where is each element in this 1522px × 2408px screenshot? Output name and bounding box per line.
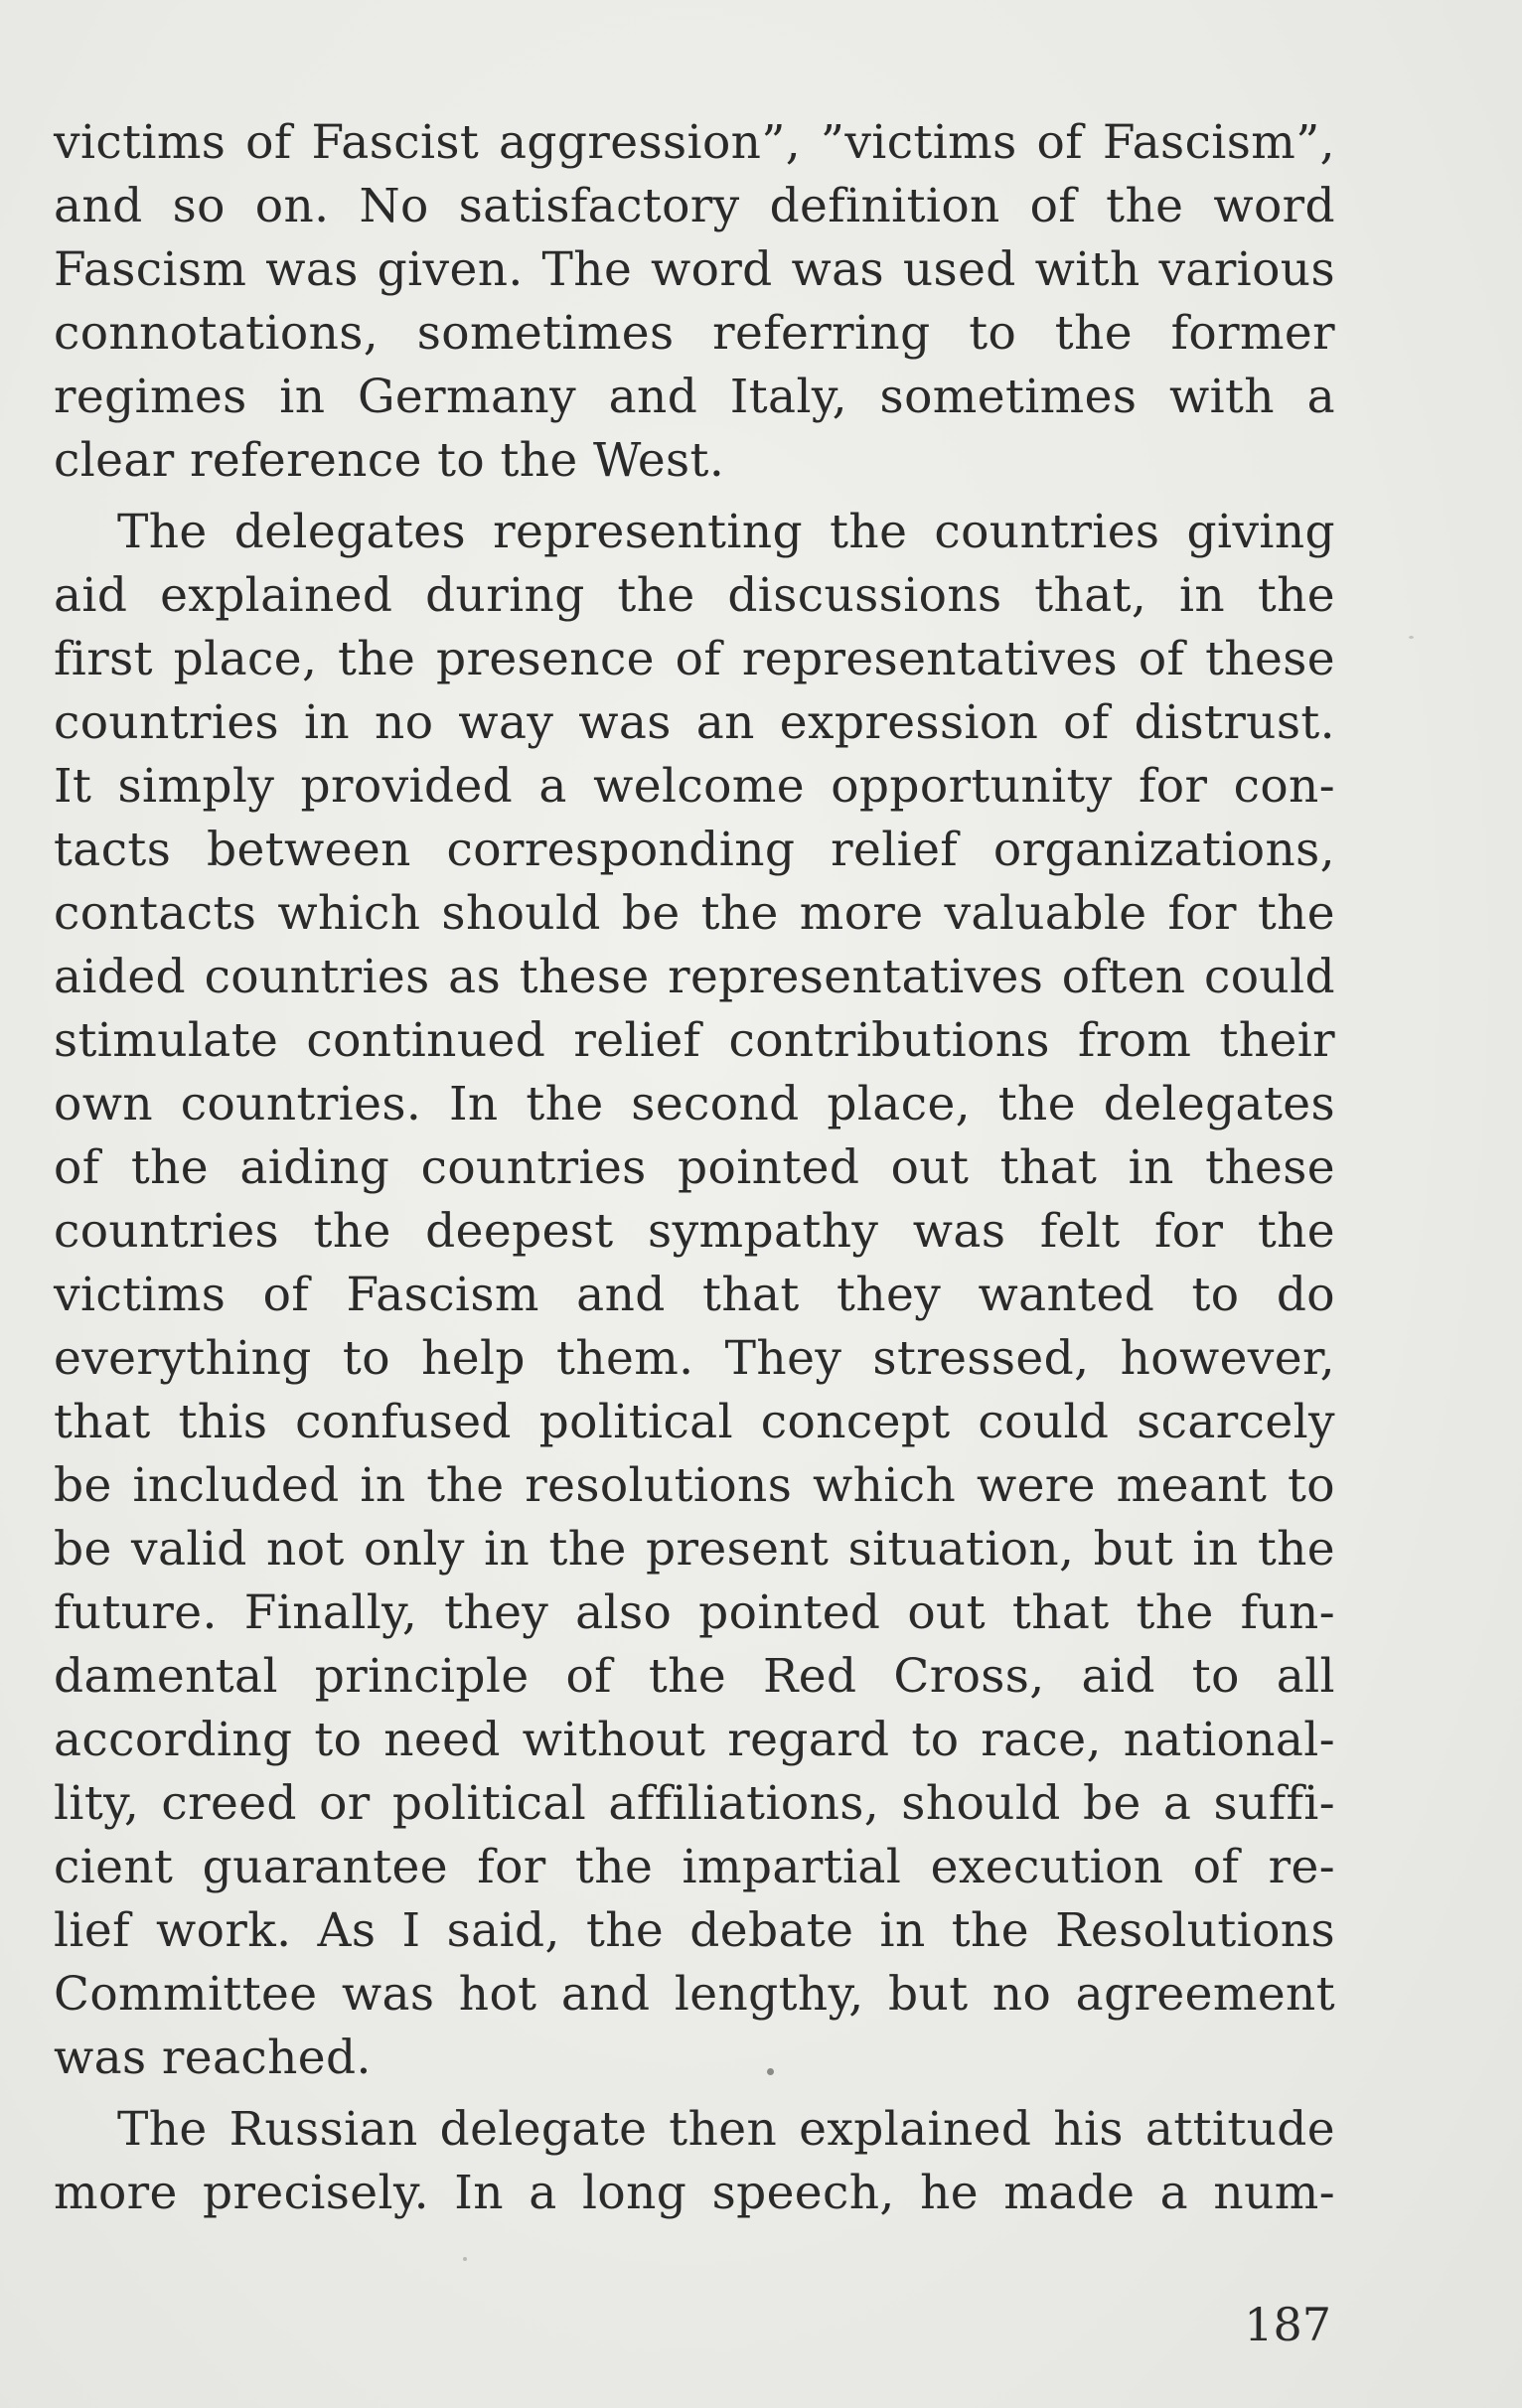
paragraph-gap [54, 2090, 1335, 2098]
text-line: victims of Fascist aggression”, ”victims of Fascism”, [54, 115, 1335, 170]
text-line: lity, creed or political affiliations, should be a suffi- [54, 1776, 1335, 1831]
text-line: everything to help them. They stressed, however, [54, 1331, 1335, 1386]
paper-speck [463, 2257, 467, 2261]
text-line: be valid not only in the present situation, but in the [54, 1522, 1335, 1577]
text-line: It simply provided a welcome opportunity for con- [54, 759, 1335, 814]
text-line: more precisely. In a long speech, he made a num- [54, 2166, 1335, 2220]
text-line: aided countries as these representatives often could [54, 950, 1335, 1004]
text-line: regimes in Germany and Italy, sometimes with a [54, 370, 1335, 424]
text-line: stimulate continued relief contributions from their [54, 1013, 1335, 1068]
text-line: damental principle of the Red Cross, aid to all [54, 1649, 1335, 1704]
text-line: contacts which should be the more valuable for the [54, 886, 1335, 941]
text-line: tacts between corresponding relief organizations, [54, 823, 1335, 877]
text-line: cient guarantee for the impartial execution of re- [54, 1840, 1335, 1894]
text-line: first place, the presence of representatives of these [54, 632, 1335, 686]
text-line: lief work. As I said, the debate in the Resolutions [54, 1903, 1335, 1958]
paper-speck [1409, 636, 1414, 639]
paragraph [54, 111, 1335, 493]
paragraph-gap [54, 493, 1335, 501]
text-line: that this confused political concept could scarcely [54, 1395, 1335, 1449]
text-line: connotations, sometimes referring to the former [54, 306, 1335, 361]
text-line: countries in no way was an expression of distrust. [54, 695, 1335, 750]
text-line: clear reference to the West. [54, 433, 725, 488]
text-line: own countries. In the second place, the delegates [54, 1077, 1335, 1131]
paragraph [54, 2098, 1335, 2225]
paper-speck [767, 2068, 774, 2075]
text-line: Fascism was given. The word was used with various [54, 242, 1335, 297]
text-line: and so on. No satisfactory definition of the word [54, 179, 1335, 233]
text-line: aid explained during the discussions that, in the [54, 568, 1335, 623]
text-line: be included in the resolutions which were meant to [54, 1458, 1335, 1513]
text-line: victims of Fascism and that they wanted to do [54, 1268, 1335, 1322]
text-line: countries the deepest sympathy was felt for the [54, 1204, 1335, 1259]
text-line: according to need without regard to race, national- [54, 1713, 1335, 1767]
text-line: Committee was hot and lengthy, but no agreement [54, 1967, 1335, 2022]
text-line: future. Finally, they also pointed out that the fun- [54, 1585, 1335, 1640]
body-text [54, 111, 1335, 2225]
text-line: of the aiding countries pointed out that in these [54, 1140, 1335, 1195]
text-line: The delegates representing the countries giving [117, 505, 1335, 559]
text-line: was reached. [54, 2031, 372, 2085]
page-number: 187 [1244, 2298, 1331, 2351]
paragraph [54, 501, 1335, 2090]
text-line: The Russian delegate then explained his attitude [117, 2102, 1335, 2157]
